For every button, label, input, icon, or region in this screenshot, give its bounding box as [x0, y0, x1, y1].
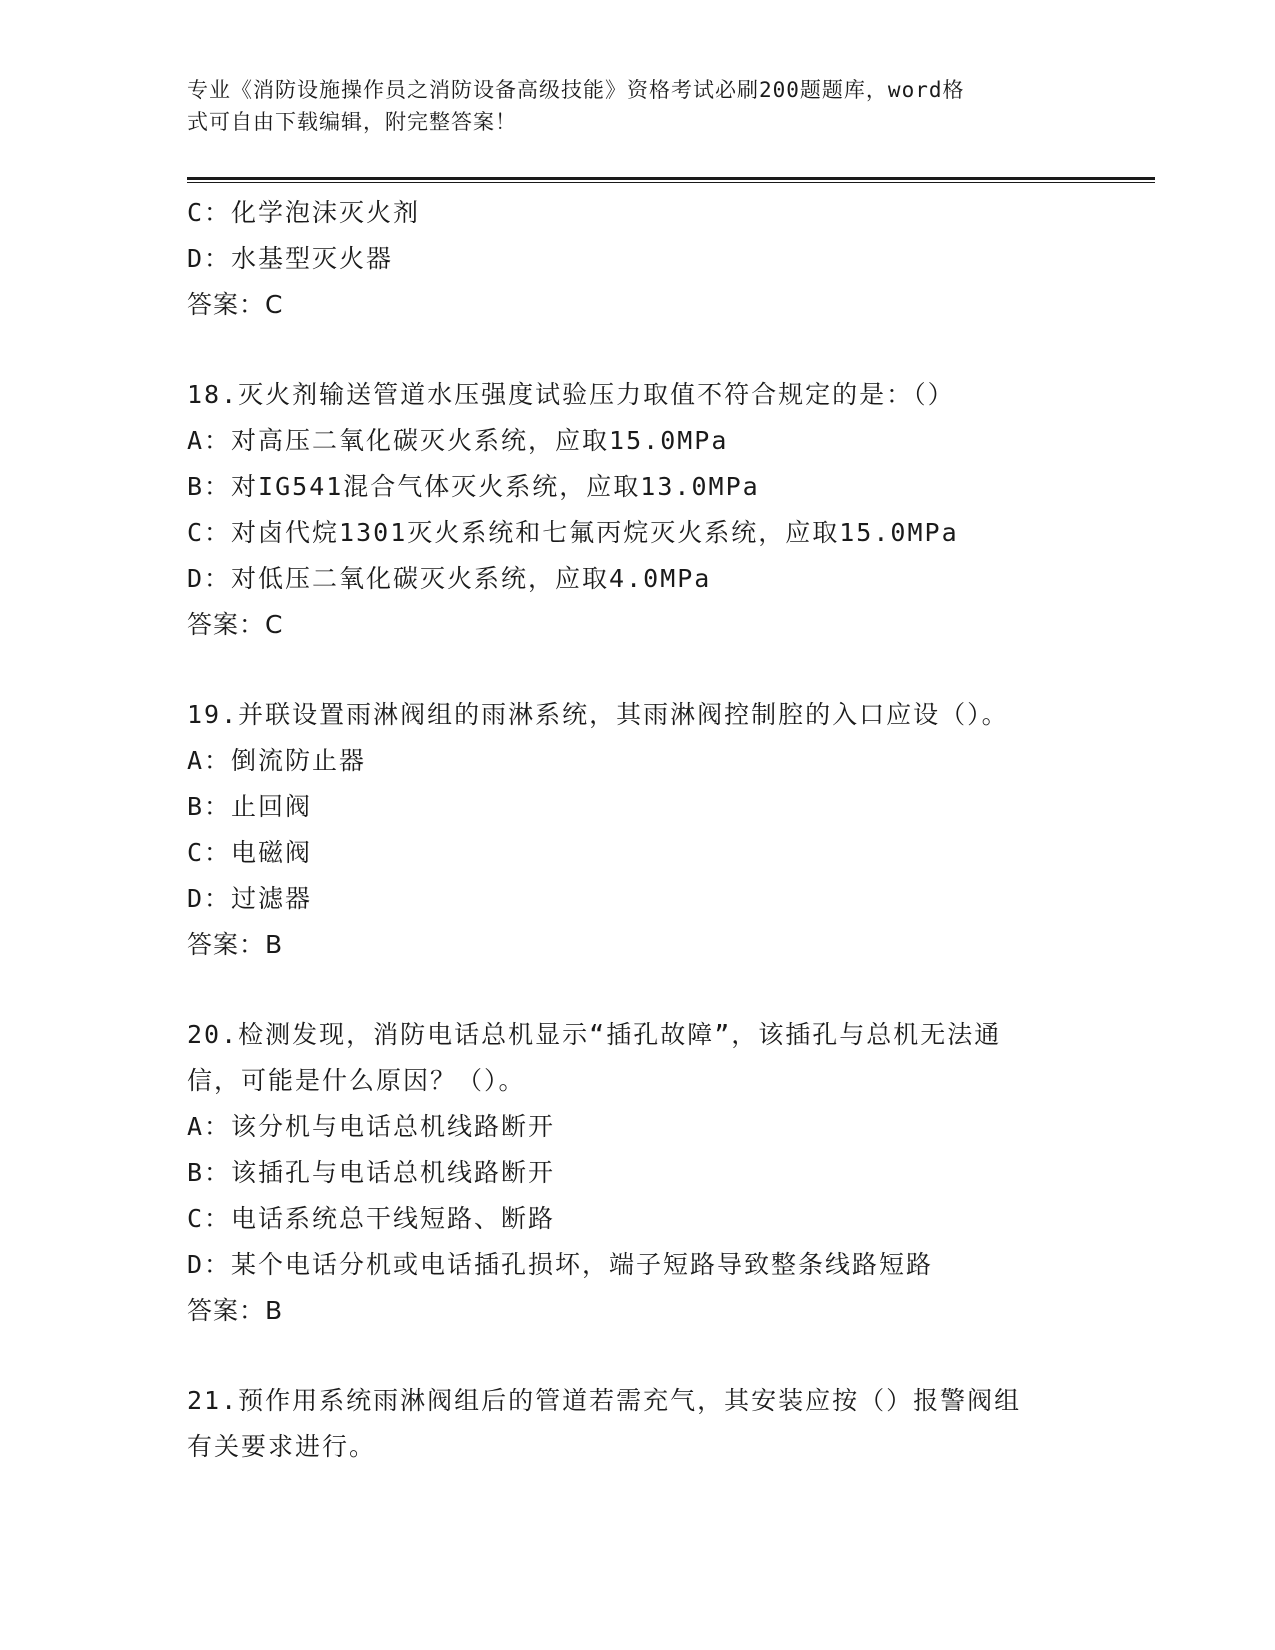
- question-20-text-line-2: 信，可能是什么原因？（）。: [187, 1066, 526, 1095]
- question-21-block: [187, 1378, 1087, 1470]
- header-divider-thick: [187, 177, 1155, 180]
- question-20-option-b: B：该插孔与电话总机线路断开: [187, 1158, 556, 1187]
- header-divider-thin: [187, 182, 1155, 183]
- question-20-text-line-1: 20.检测发现，消防电话总机显示“插孔故障”，该插孔与总机无法通: [187, 1020, 1002, 1049]
- question-20-option-d: D：某个电话分机或电话插孔损坏，端子短路导致整条线路短路: [187, 1250, 934, 1279]
- question-20-option-a: A：该分机与电话总机线路断开: [187, 1112, 556, 1141]
- question-18-option-d: D：对低压二氧化碳灭火系统，应取4.0MPa: [187, 564, 712, 593]
- header-line-1: 专业《消防设施操作员之消防设备高级技能》资格考试必刷200题题库，word格: [187, 78, 965, 102]
- question-19-block: [187, 692, 1087, 968]
- question-20-block: [187, 1012, 1087, 1334]
- spacer: [187, 648, 1087, 692]
- spacer: [187, 328, 1087, 372]
- question-17-block: [187, 190, 1087, 328]
- question-list: [187, 190, 1087, 1470]
- question-19-option-c: C：电磁阀: [187, 838, 313, 867]
- question-17-option-d: D：水基型灭火器: [187, 244, 394, 273]
- question-17-answer: 答案：C: [187, 290, 284, 319]
- question-20-answer: 答案：B: [187, 1296, 284, 1325]
- question-18-option-b: B：对IG541混合气体灭火系统，应取13.0MPa: [187, 472, 760, 501]
- spacer: [187, 1334, 1087, 1378]
- question-21-text-line-2: 有关要求进行。: [187, 1432, 377, 1461]
- question-19-option-b: B：止回阀: [187, 792, 313, 821]
- question-19-answer: 答案：B: [187, 930, 284, 959]
- question-19-option-d: D：过滤器: [187, 884, 313, 913]
- question-18-answer: 答案：C: [187, 610, 284, 639]
- question-18-text: 18.灭火剂输送管道水压强度试验压力取值不符合规定的是：（）: [187, 380, 955, 409]
- question-19-option-a: A：倒流防止器: [187, 746, 367, 775]
- question-19-text: 19.并联设置雨淋阀组的雨淋系统，其雨淋阀控制腔的入口应设（）。: [187, 700, 1009, 729]
- question-21-text-line-1: 21.预作用系统雨淋阀组后的管道若需充气，其安装应按（）报警阀组: [187, 1386, 1022, 1415]
- question-18-block: [187, 372, 1087, 648]
- header-line-2: 式可自由下载编辑，附完整答案！: [187, 110, 517, 134]
- question-20-option-c: C：电话系统总干线短路、断路: [187, 1204, 556, 1233]
- question-17-option-c: C：化学泡沫灭火剂: [187, 198, 421, 227]
- question-18-option-a: A：对高压二氧化碳灭火系统，应取15.0MPa: [187, 426, 729, 455]
- spacer: [187, 968, 1087, 1012]
- document-header: [187, 74, 1067, 138]
- question-18-option-c: C：对卤代烷1301灭火系统和七氟丙烷灭火系统，应取15.0MPa: [187, 518, 959, 547]
